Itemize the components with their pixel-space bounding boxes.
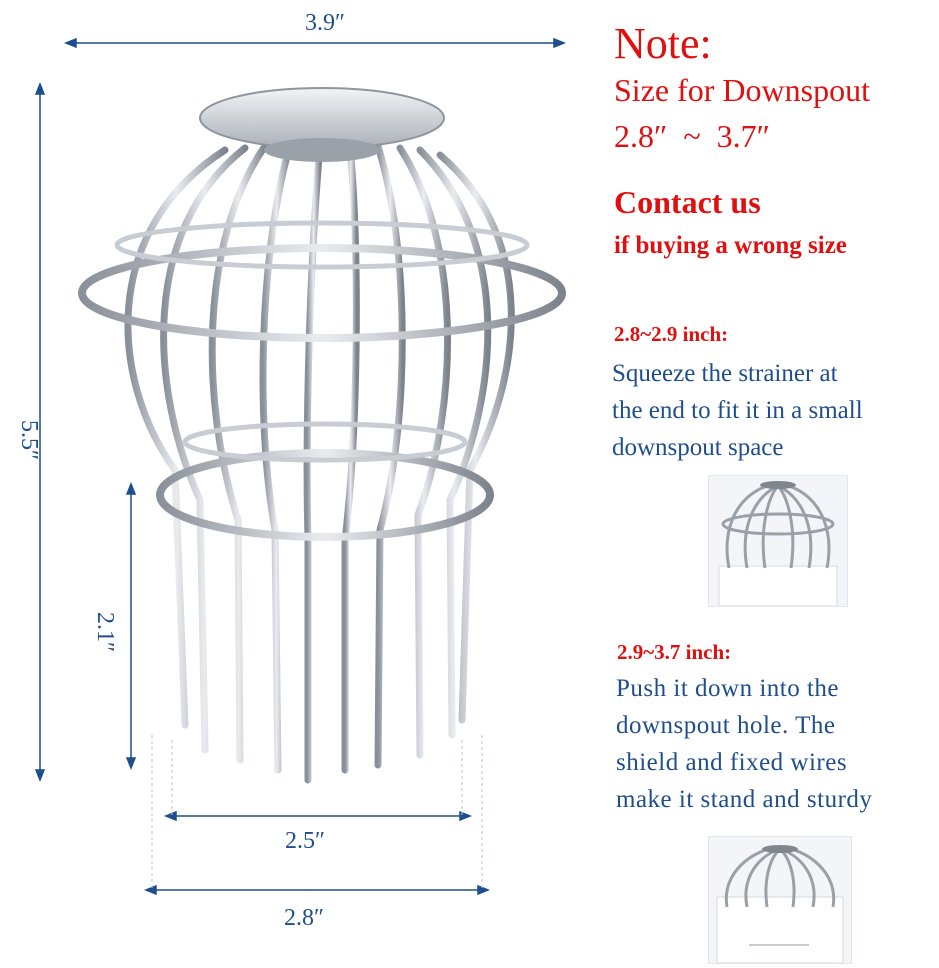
size-range: 2.8″ ~ 3.7″: [614, 118, 770, 154]
large-line: make it stand and sturdy: [616, 786, 873, 813]
dim-top-width: 3.9″: [305, 10, 345, 36]
dim-leg-length: 2.1″: [92, 612, 118, 652]
small-size-description: [612, 355, 863, 466]
small-line: the end to fit it in a small: [612, 397, 863, 424]
dim-height: 5.5″: [16, 420, 42, 460]
large-size-heading: 2.9~3.7 inch:: [617, 640, 732, 664]
contact-subtext: if buying a wrong size: [614, 232, 847, 259]
small-line: Squeeze the strainer at: [612, 360, 838, 387]
contact-heading: Contact us: [614, 184, 761, 220]
large-line: shield and fixed wires: [616, 749, 848, 776]
small-size-heading: 2.8~2.9 inch:: [614, 322, 729, 346]
large-size-description: [616, 670, 872, 818]
note-title: Note:: [614, 19, 712, 68]
large-fit-photo: [708, 836, 852, 964]
dimension-lines: [36, 39, 564, 894]
size-label: Size for Downspout: [614, 72, 870, 108]
dim-outer-bottom: 2.8″: [284, 905, 324, 931]
small-fit-photo: [708, 475, 848, 607]
large-line: downspout hole. The: [616, 712, 836, 739]
large-line: Push it down into the: [616, 675, 840, 702]
dim-inner-bottom: 2.5″: [285, 828, 325, 854]
small-line: downspout space: [612, 434, 784, 461]
